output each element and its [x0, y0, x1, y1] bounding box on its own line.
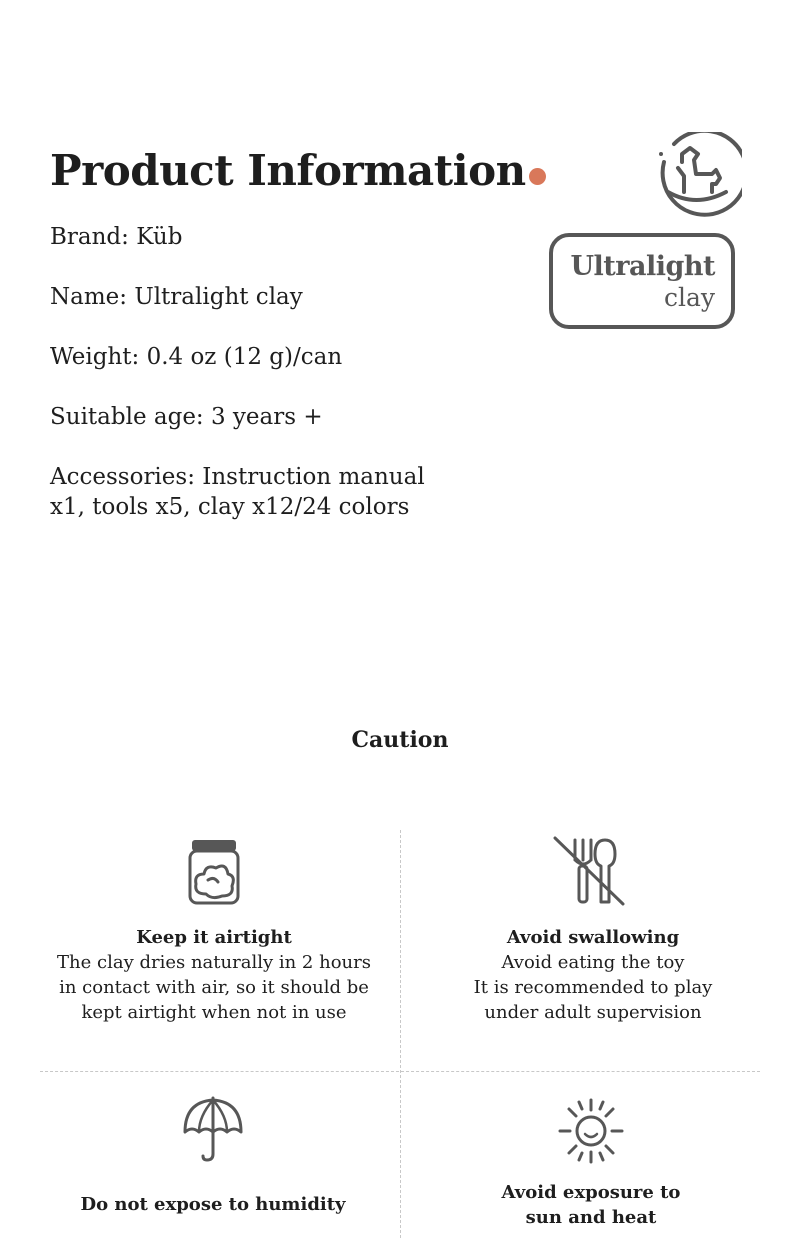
page-title	[50, 146, 546, 196]
caution-item-title-line-2: sun and heat	[525, 1207, 657, 1228]
name-line: Name: Ultralight clay	[50, 284, 303, 310]
caution-item-desc: Avoid eating the toy	[501, 952, 685, 973]
weight-line: Weight: 0.4 oz (12 g)/can	[50, 344, 343, 370]
ultralight-badge	[549, 233, 735, 329]
clay-jar-icon	[182, 836, 246, 908]
caution-item-title: Avoid exposure to	[501, 1182, 681, 1203]
accessories-line-2: x1, tools x5, clay x12/24 colors	[50, 494, 410, 520]
accent-dot	[529, 168, 546, 185]
caution-item-desc: under adult supervision	[484, 1002, 702, 1023]
caution-item-desc: in contact with air, so it should be	[59, 977, 369, 998]
no-eating-icon	[553, 836, 633, 908]
rocking-horse-icon	[652, 132, 742, 222]
caution-item-desc: The clay dries naturally in 2 hours	[57, 952, 371, 973]
badge-line-2: clay	[663, 283, 715, 312]
age-line: Suitable age: 3 years +	[50, 404, 323, 430]
page-title-text: Product Information	[50, 146, 526, 195]
caution-item-title: Keep it airtight	[136, 927, 292, 948]
umbrella-icon	[181, 1096, 245, 1164]
caution-item-desc: kept airtight when not in use	[81, 1002, 347, 1023]
caution-item-title: Avoid swallowing	[506, 927, 680, 948]
brand-line: Brand: Küb	[50, 224, 183, 250]
sun-icon	[558, 1098, 624, 1164]
caution-title: Caution	[351, 727, 449, 753]
caution-item-title: Do not expose to humidity	[80, 1194, 346, 1215]
badge-line-1: Ultralight	[570, 251, 715, 282]
caution-item-sun-heat	[391, 1098, 791, 1230]
caution-item-humidity	[13, 1096, 413, 1217]
grid-divider-horizontal	[40, 1071, 760, 1072]
accessories-line-1: Accessories: Instruction manual	[50, 464, 425, 490]
caution-item-desc: It is recommended to play	[473, 977, 713, 998]
caution-item-airtight	[14, 836, 414, 1025]
caution-item-swallowing	[393, 836, 793, 1025]
